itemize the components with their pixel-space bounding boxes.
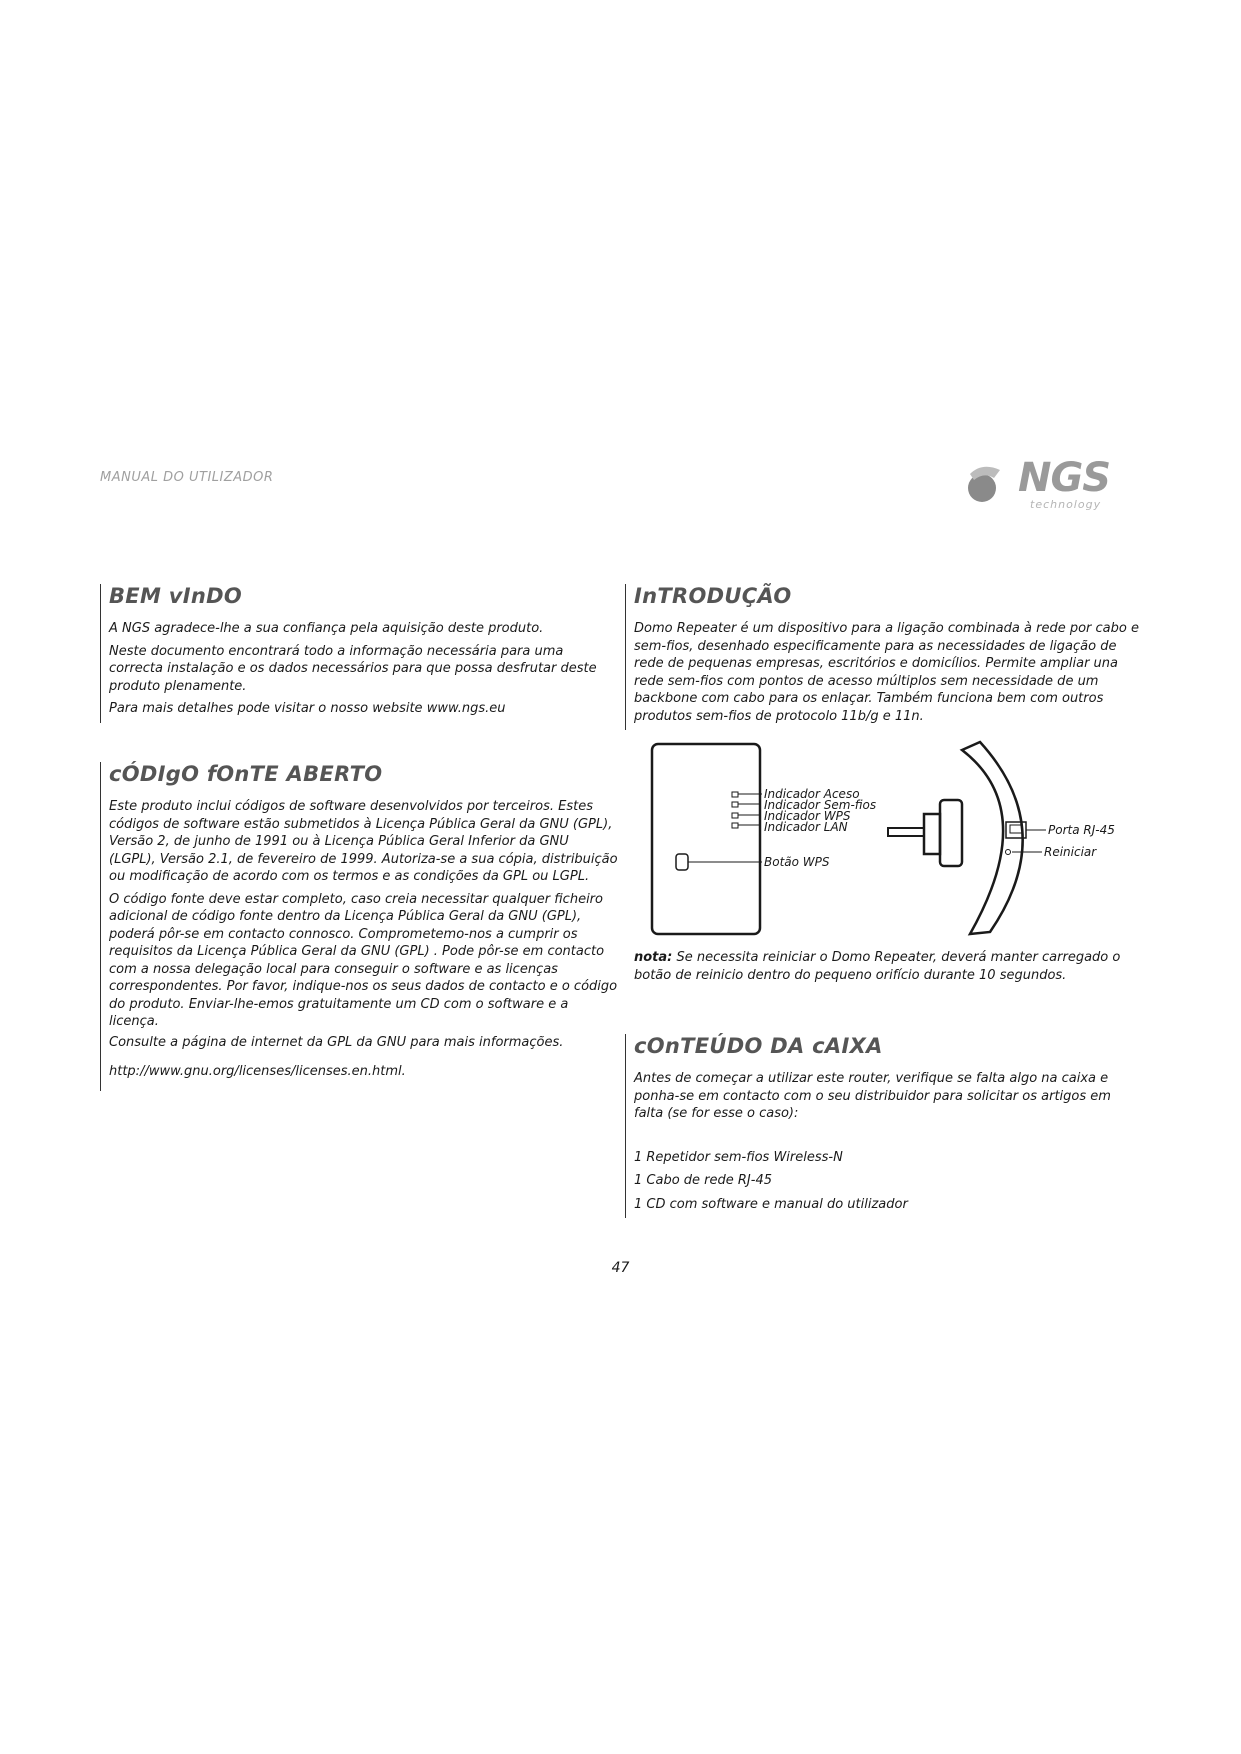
manual-header-label: MANUAL DO UTILIZADOR: [100, 470, 274, 485]
wps-button-icon: [676, 854, 688, 870]
box-contents-section: [625, 1034, 1144, 1218]
label-power-indicator: Indicador Aceso: [764, 787, 860, 801]
list-item: 1 Cabo de rede RJ-45: [634, 1173, 772, 1188]
page-number: 47: [611, 1260, 630, 1276]
welcome-title: BEM vInDO: [109, 584, 242, 608]
box-contents-title: cOnTEÚDO DA cAIXA: [634, 1034, 883, 1058]
gpl-consult-text: Consulte a página de internet da GPL da GNU para mais informações.: [109, 1035, 564, 1050]
label-lan-indicator: Indicador LAN: [764, 820, 848, 834]
note-text: Se necessita reiniciar o Domo Repeater, deverá manter carregado o botão de reinicio dentro do pequeno orifício durante 10 segundos.: [634, 950, 1121, 983]
device-front-body: [652, 744, 760, 934]
open-source-section: [100, 762, 619, 1036]
label-wps-button: Botão WPS: [764, 855, 830, 869]
label-rj45-port: Porta RJ-45: [1048, 823, 1115, 837]
device-diagram: [640, 740, 1140, 940]
label-wireless-indicator: Indicador Sem-fios: [764, 798, 877, 812]
power-led-icon: [732, 792, 738, 797]
gpl-link[interactable]: http://www.gnu.org/licenses/licenses.en.html.: [109, 1063, 406, 1079]
gpl-consult-section: [100, 1034, 619, 1091]
label-wps-indicator: Indicador WPS: [764, 809, 851, 823]
open-source-paragraph: Este produto inclui códigos de software desenvolvidos por terceiros. Estes códigos de software estão submetidos à Licença Pública Geral da GNU (GPL), Versão 2, de junho de 1991 ou à Licença Pública Geral Inferior da GNU (LGPL), Versão 2.1, de fevereiro de 1999. Autoriza-se a sua cópia, distribuição ou modificação de acordo com os termos e as condições da GPL ou LGPL.: [109, 799, 618, 884]
lan-led-icon: [732, 823, 738, 828]
welcome-paragraph: A NGS agradece-lhe a sua confiança pela aquisição deste produto.: [109, 621, 544, 636]
welcome-section: [100, 584, 619, 723]
welcome-paragraph: Para mais detalhes pode visitar o nosso website www.ngs.eu: [109, 701, 506, 716]
ngs-logo-text: NGS: [1018, 455, 1111, 501]
wps-led-icon: [732, 813, 738, 818]
label-reset: Reiniciar: [1044, 845, 1097, 859]
reset-hole-icon: [1006, 850, 1011, 855]
box-contents-intro: Antes de começar a utilizar este router, verifique se falta algo na caixa e ponha-se em contacto com o seu distribuidor para solicitar os artigos em falta (se for esse o caso):: [634, 1071, 1111, 1121]
ngs-logo-subtext: technology: [1030, 498, 1102, 511]
introduction-paragraph: Domo Repeater é um dispositivo para a ligação combinada à rede por cabo e sem-fios, desenhado especificamente para as necessidades de ligação de rede de pequenas empresas, escritórios e domicílios. Permite ampliar una rede sem-fios com pontos de acesso múltiplos sem necessidade de um backbone com cabo para os enlaçar. Também funciona bem com outros produtos sem-fios de protocolo 11b/g e 11n.: [634, 621, 1139, 724]
wireless-led-icon: [732, 802, 738, 807]
open-source-paragraph: O código fonte deve estar completo, caso creia necessitar qualquer ficheiro adicional de código fonte dentro da Licença Pública Geral da GNU (GPL), poderá pôr-se em contacto connosco. Comprometemo-nos a cumprir os requisitos da Licença Pública Geral da GNU (GPL) . Pode pôr-se em contacto com a nossa delegação local para conseguir o software e as licenças correspondentes. Por favor, indique-nos os seus dados de contacto e o código do produto. Enviar-lhe-emos gratuitamente um CD com o software e a licença.: [109, 891, 618, 1029]
plug-base: [924, 814, 940, 854]
introduction-section: [625, 584, 1144, 730]
plug-pins: [888, 828, 924, 836]
list-item: 1 CD com software e manual do utilizador: [634, 1196, 908, 1212]
device-side-body: [940, 800, 962, 866]
introduction-title: InTRODUÇÃO: [634, 584, 792, 608]
list-item: 1 Repetidor sem-fios Wireless-N: [634, 1149, 843, 1165]
reset-note: [634, 949, 1134, 984]
box-contents-list: [634, 1149, 1144, 1214]
note-label: nota:: [634, 950, 673, 965]
welcome-paragraph: Neste documento encontrará todo a informação necessária para uma correcta instalação e os dados necessários para que possa desfrutar deste produto plenamente.: [109, 643, 597, 694]
open-source-title: cÓDIgO fOnTE ABERTO: [109, 762, 383, 786]
